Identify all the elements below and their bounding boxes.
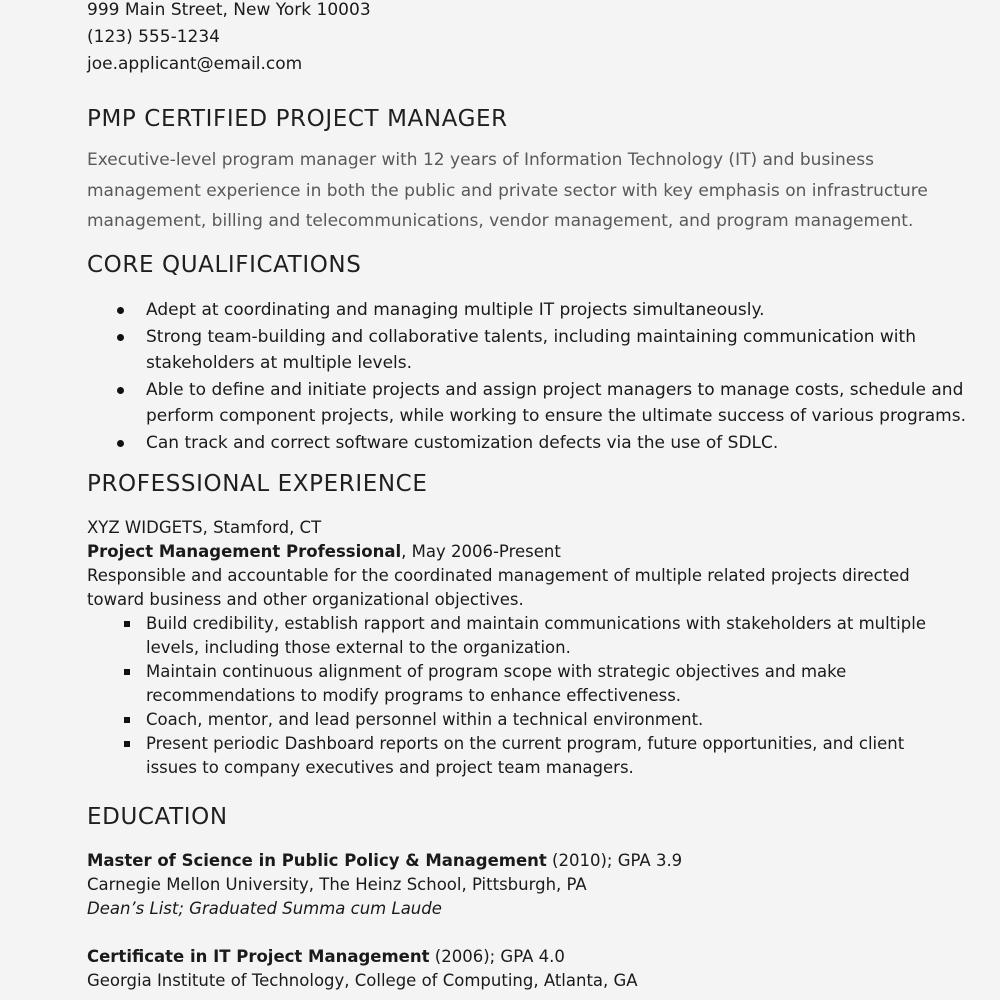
contact-phone: (123) 555-1234 (87, 27, 220, 47)
list-item: Present periodic Dashboard reports on the current program, future opportunities, and client issues to company executives and project team managers. (87, 732, 967, 780)
bullet-icon (117, 334, 124, 341)
degree-line (87, 849, 967, 873)
bullet-icon (117, 440, 124, 447)
summary-line: management experience in both the public and private sector with key emphasis on infrastructure (87, 180, 928, 201)
company: XYZ WIDGETS, Stamford, CT (87, 518, 322, 537)
experience-bullets (87, 612, 967, 780)
experience-entry (87, 516, 967, 780)
core-qualifications-heading: CORE QUALIFICATIONS (87, 252, 362, 278)
square-bullet-icon (124, 741, 130, 747)
degree-name: Certificate in IT Project Management (87, 947, 430, 966)
school: Georgia Institute of Technology, College of Computing, Atlanta, GA (87, 971, 638, 990)
core-qualifications-list (87, 297, 967, 457)
job-title-line (87, 540, 967, 564)
education-entry (87, 945, 967, 993)
job-dates: , May 2006-Present (401, 542, 561, 561)
education-heading: EDUCATION (87, 804, 228, 830)
degree-line (87, 945, 967, 969)
bullet-icon (117, 307, 124, 314)
list-item: Adept at coordinating and managing multiple IT projects simultaneously. (87, 297, 967, 323)
list-item: Able to define and initiate projects and assign project managers to manage costs, schedule and perform component projects, while working to ensure the ultimate success of various programs. (87, 377, 967, 429)
summary-line: management, billing and telecommunications, vendor management, and program management. (87, 211, 914, 231)
list-item: Build credibility, establish rapport and maintain communications with stakeholders at multiple levels, including those external to the organization. (87, 612, 967, 660)
job-description: Responsible and accountable for the coordinated management of multiple related projects directed (87, 566, 910, 585)
summary (87, 145, 937, 237)
contact-block (87, 0, 371, 78)
summary-line: Executive-level program manager with 12 years of Information Technology (IT) and business (87, 150, 874, 170)
contact-email: joe.applicant@email.com (87, 54, 303, 74)
contact-address: 999 Main Street, New York 10003 (87, 0, 371, 20)
professional-experience-heading: PROFESSIONAL EXPERIENCE (87, 471, 428, 497)
list-item: Can track and correct software customization defects via the use of SDLC. (87, 430, 967, 456)
education-entry (87, 849, 967, 921)
honors: Dean’s List; Graduated Summa cum Laude (87, 899, 442, 918)
degree-detail: (2010); GPA 3.9 (546, 851, 683, 870)
square-bullet-icon (124, 669, 130, 675)
job-title: Project Management Professional (87, 542, 402, 561)
school: Carnegie Mellon University, The Heinz School, Pittsburgh, PA (87, 875, 587, 894)
square-bullet-icon (124, 717, 130, 723)
bullet-icon (117, 387, 124, 394)
degree-detail: (2006); GPA 4.0 (429, 947, 565, 966)
list-item: Strong team-building and collaborative talents, including maintaining communication with stakeholders at multiple levels. (87, 324, 967, 376)
list-item: Coach, mentor, and lead personnel within a technical environment. (87, 708, 967, 732)
list-item: Maintain continuous alignment of program scope with strategic objectives and make recommendations to modify programs to enhance effectiveness. (87, 660, 967, 708)
square-bullet-icon (124, 621, 130, 627)
degree-name: Master of Science in Public Policy & Management (87, 851, 547, 870)
headline: PMP CERTIFIED PROJECT MANAGER (87, 106, 508, 132)
job-description: toward business and other organizational objectives. (87, 590, 524, 609)
